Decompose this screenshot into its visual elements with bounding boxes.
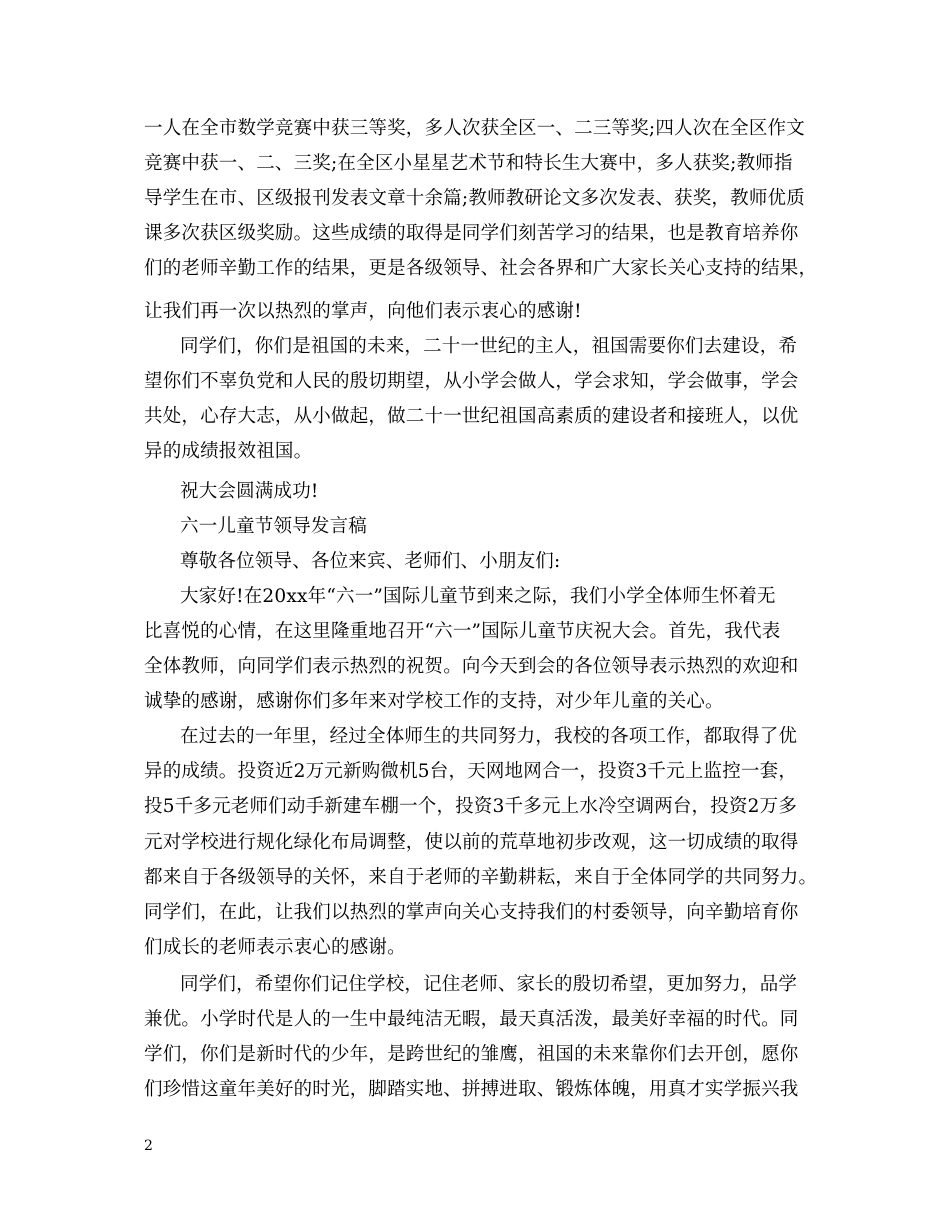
text-line: 祝大会圆满成功! (180, 481, 319, 502)
text-line: 同学们，你们是祖国的未来，二十一世纪的主人，祖国需要你们去建设，希 (180, 336, 798, 357)
text-line: 诚挚的感谢，感谢你们多年来对学校工作的支持，对少年儿童的关心。 (144, 691, 724, 712)
text-line: 元对学校进行规化绿化布局调整，使以前的荒草地初步改观，这一切成绩的取得 (144, 832, 799, 853)
text-line: 让我们再一次以热烈的掌声，向他们表示衷心的感谢! (144, 301, 582, 322)
page-number: 2 (144, 1138, 153, 1154)
text-line: 大家好!在20xx年“六一”国际儿童节到来之际，我们小学全体师生怀着无 (180, 586, 776, 607)
document-title: 六一儿童节领导发言稿 (180, 516, 368, 537)
text-line: 竞赛中获一、二、三奖;在全区小星星艺术节和特长生大赛中，多人获奖;教师指 (144, 153, 793, 174)
text-line: 异的成绩报效祖国。 (144, 441, 313, 462)
text-line: 全体教师，向同学们表示热烈的祝贺。向今天到会的各位领导表示热烈的欢迎和 (144, 656, 799, 677)
text-line: 们的老师辛勤工作的结果，更是各级领导、社会各界和广大家长关心支持的结果， (144, 258, 818, 279)
salutation: 尊敬各位领导、各位来宾、老师们、小朋友们: (180, 551, 561, 572)
text-line: 们珍惜这童年美好的时光，脚踏实地、拼搏进取、锻炼体魄，用真才实学振兴我 (144, 1079, 799, 1100)
text-line: 投5千多元老师们动手新建车棚一个，投资3千多元上水冷空调两台，投资2万多 (144, 796, 798, 817)
text-line: 兼优。小学时代是人的一生中最纯洁无暇，最天真活泼，最美好幸福的时代。同 (144, 1009, 799, 1030)
text-line: 异的成绩。投资近2万元新购微机5台，天网地网合一，投资3千元上监控一套， (144, 761, 798, 782)
text-line: 课多次获区级奖励。这些成绩的取得是同学们刻苦学习的结果，也是教育培养你 (144, 223, 799, 244)
text-line: 一人在全市数学竞赛中获三等奖，多人次获全区一、二三等奖;四人次在全区作文 (144, 118, 805, 139)
text-line: 在过去的一年里，经过全体师生的共同努力，我校的各项工作，都取得了优 (180, 726, 798, 747)
text-line: 们成长的老师表示衷心的感谢。 (144, 937, 406, 958)
text-line: 都来自于各级领导的关怀，来自于老师的辛勤耕耘，来自于全体同学的共同努力。 (144, 867, 818, 888)
text-line: 导学生在市、区级报刊发表文章十余篇;教师教研论文多次发表、获奖，教师优质 (144, 188, 805, 209)
text-line: 共处，心存大志，从小做起，做二十一世纪祖国高素质的建设者和接班人，以优 (144, 406, 799, 427)
text-line: 望你们不辜负党和人民的殷切期望，从小学会做人，学会求知，学会做事，学会 (144, 371, 799, 392)
text-line: 同学们，在此，让我们以热烈的掌声向关心支持我们的村委领导，向辛勤培育你 (144, 902, 799, 923)
text-line: 同学们，希望你们记住学校，记住老师、家长的殷切希望，更加努力，品学 (180, 974, 798, 995)
text-line: 学们，你们是新时代的少年，是跨世纪的雏鹰，祖国的未来靠你们去开创，愿你 (144, 1044, 799, 1065)
text-line: 比喜悦的心情，在这里隆重地召开“六一”国际儿童节庆祝大会。首先，我代表 (144, 621, 781, 642)
